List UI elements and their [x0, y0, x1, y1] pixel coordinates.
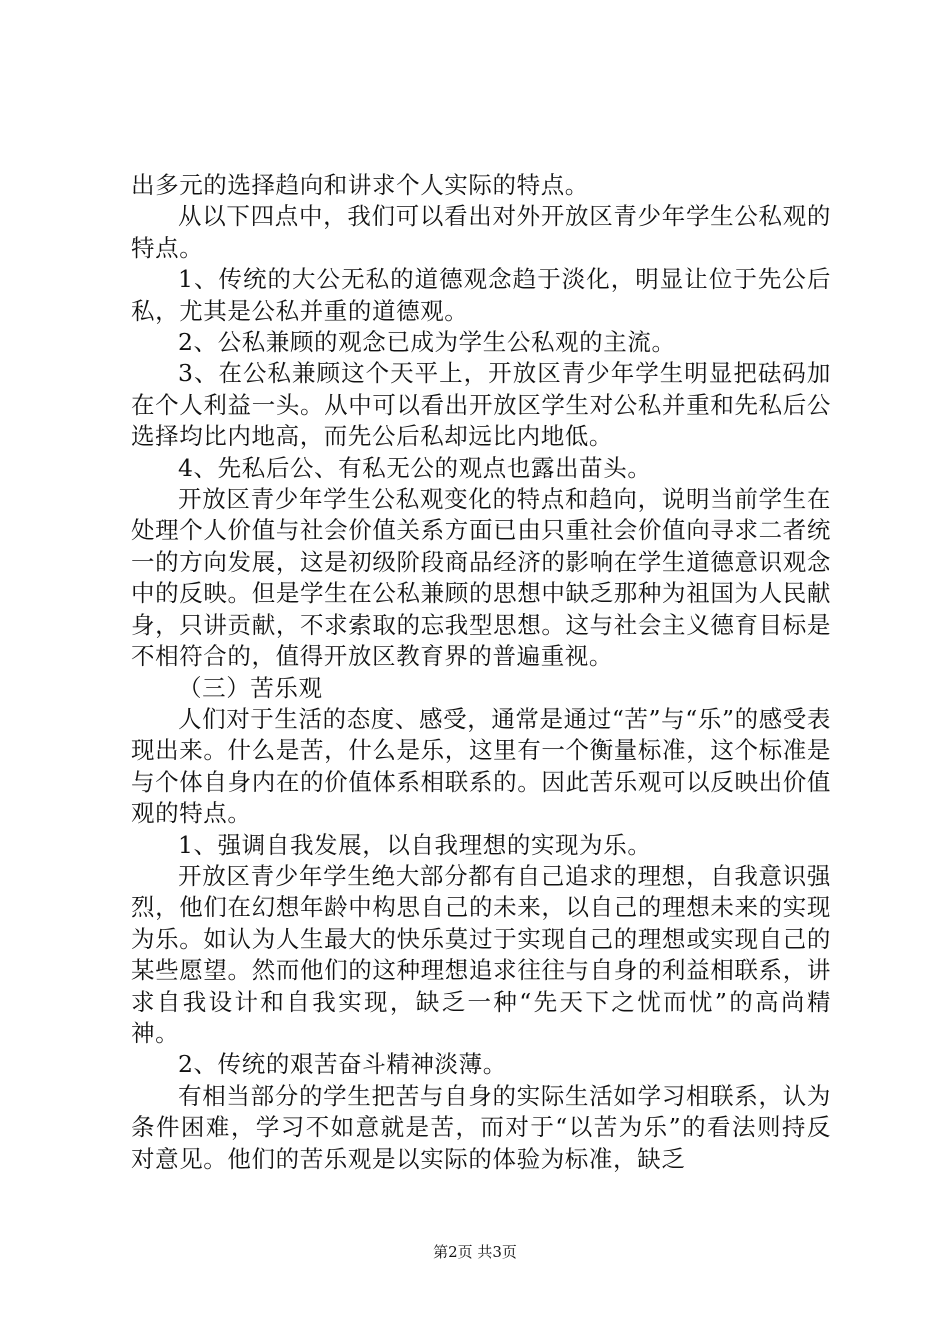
list-item: 1、强调自我发展，以自我理想的实现为乐。 [178, 830, 652, 859]
page-footer: 第2页 共3页 [433, 1243, 517, 1261]
list-item: 2、传统的艰苦奋斗精神淡薄。 [178, 1050, 507, 1079]
list-item: 1、传统的大公无私的道德观念趋于淡化，明显让位于先公后私，尤其是公私并重的道德观。 [131, 265, 831, 325]
paragraph: 开放区青少年学生公私观变化的特点和趋向，说明当前学生在处理个人价值与社会价值关系方面已由只重社会价值向寻求二者统一的方向发展，这是初级阶段商品经济的影响在学生道德意识观念中的反映。但是学生在公私兼顾的思想中缺乏那种为祖国为人民献身，只讲贡献，不求索取的忘我型思想。这与社会主义德育目标是不相符合的，值得开放区教育界的普遍重视。 [131, 485, 831, 671]
section-heading: （三）苦乐观 [178, 673, 323, 702]
paragraph: 人们对于生活的态度、感受，通常是通过“苦”与“乐”的感受表现出来。什么是苦，什么是乐，这里有一个衡量标准，这个标准是与个体自身内在的价值体系相联系的。因此苦乐观可以反映出价值观的特点。 [131, 704, 831, 828]
paragraph: 有相当部分的学生把苦与自身的实际生活如学习相联系，认为条件困难，学习不如意就是苦，而对于“以苦为乐”的看法则持反对意见。他们的苦乐观是以实际的体验为标准，缺乏 [131, 1081, 831, 1173]
list-item: 2、公私兼顾的观念已成为学生公私观的主流。 [178, 328, 676, 357]
paragraph: 从以下四点中，我们可以看出对外开放区青少年学生公私观的特点。 [131, 202, 831, 262]
document-body [131, 170, 831, 1175]
list-item: 4、先私后公、有私无公的观点也露出苗头。 [178, 453, 652, 482]
paragraph: 开放区青少年学生绝大部分都有自己追求的理想，自我意识强烈，他们在幻想年龄中构思自己的未来，以自己的理想未来的实现为乐。如认为人生最大的快乐莫过于实现自己的理想或实现自己的某些愿望。然而他们的这种理想追求往往与自身的利益相联系，讲求自我设计和自我实现，缺乏一种“先天下之忧而忧”的高尚精神。 [131, 861, 831, 1047]
list-item: 3、在公私兼顾这个天平上，开放区青少年学生明显把砝码加在个人利益一头。从中可以看出开放区学生对公私并重和先私后公选择均比内地高，而先公后私却远比内地低。 [131, 359, 831, 451]
paragraph: 出多元的选择趋向和讲求个人实际的特点。 [131, 171, 589, 199]
